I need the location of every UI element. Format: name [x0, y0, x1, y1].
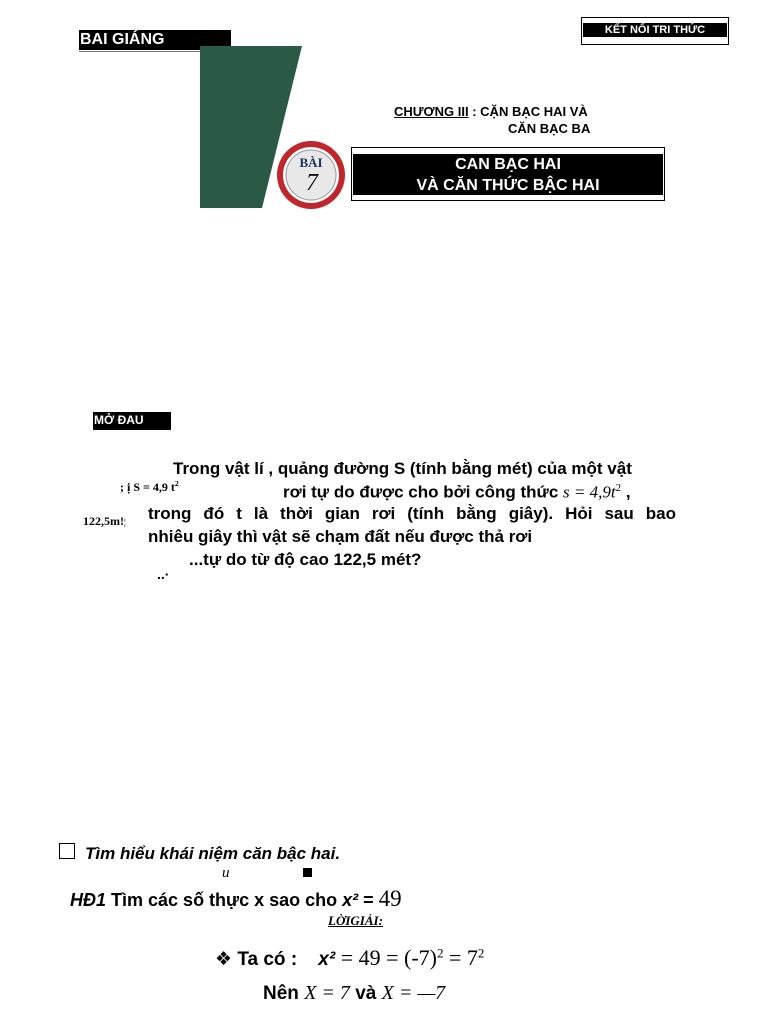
intro-label-underline — [93, 429, 171, 430]
publisher-box — [581, 17, 729, 45]
solution-step-1: ❖ Ta có : $x^2 = 49 = (-7)^2 = 7^2$ — [215, 945, 485, 970]
intro-line-1: Trong vật lí , quảng đường S (tính bằng mét) của một vật — [173, 459, 632, 478]
lesson-badge-number: 7 — [306, 170, 318, 196]
lesson-title-line1: CAN BẠC HAI — [455, 156, 561, 173]
stray-square-mark — [303, 868, 312, 877]
stray-mark-u: u — [222, 865, 230, 881]
hd1-tag: HĐ1 — [70, 890, 107, 910]
section-title: Tìm hiểu khái niệm căn bậc hai. — [85, 844, 341, 863]
chapter-title-part1: : CẶN BẠC HAI VÀ — [468, 104, 588, 119]
activity-hd1: HĐ1 Tìm các số thực x sao cho x² = 49 — [70, 886, 402, 911]
intro-section-label: MỞ ĐAU — [93, 412, 171, 429]
intro-line-3: trong đó t là thời gian rơi (tính bằng giây). Hỏi sau bao — [148, 504, 676, 523]
lesson-title-line2: VÀ CĂN THỨC BẬC HAI — [416, 177, 600, 194]
lesson-badge-word: BÀI — [299, 155, 323, 170]
chapter-title-part2: CĂN BẠC BA — [508, 121, 591, 136]
chapter-prefix: CHƯƠNG III — [394, 104, 469, 119]
stray-dots: ..· — [157, 566, 170, 582]
intro-line-5: ...tự do từ độ cao 122,5 mét? — [189, 550, 422, 569]
lesson-badge — [276, 140, 348, 217]
lecture-label: BAI GIÁNG — [79, 30, 231, 50]
publisher-label: KẾT NỐI TRI THỨC — [583, 23, 727, 37]
intro-line-2: rơi tự do được cho bởi công thức $s = 4,9t^2$ , — [283, 482, 631, 502]
solution-label: LỜIGIẢI: — [328, 913, 383, 928]
chapter-heading — [394, 104, 588, 119]
section-checkbox[interactable] — [59, 843, 75, 859]
solution-step-2: Nên X = 7 và X = —7 — [263, 982, 446, 1004]
intro-line-4: nhiêu giây thì vật sẽ chạm đất nếu được thả rơi — [148, 527, 533, 546]
side-note-height: 122,5m!¦ — [83, 514, 126, 528]
lesson-title — [353, 154, 663, 195]
diamond-bullet-icon: ❖ — [215, 949, 233, 970]
side-note-formula: ; ị S = 4,9 $t^2$ — [120, 479, 179, 494]
formula: s = 4,9t — [563, 482, 616, 502]
lesson-title-box — [351, 147, 665, 201]
